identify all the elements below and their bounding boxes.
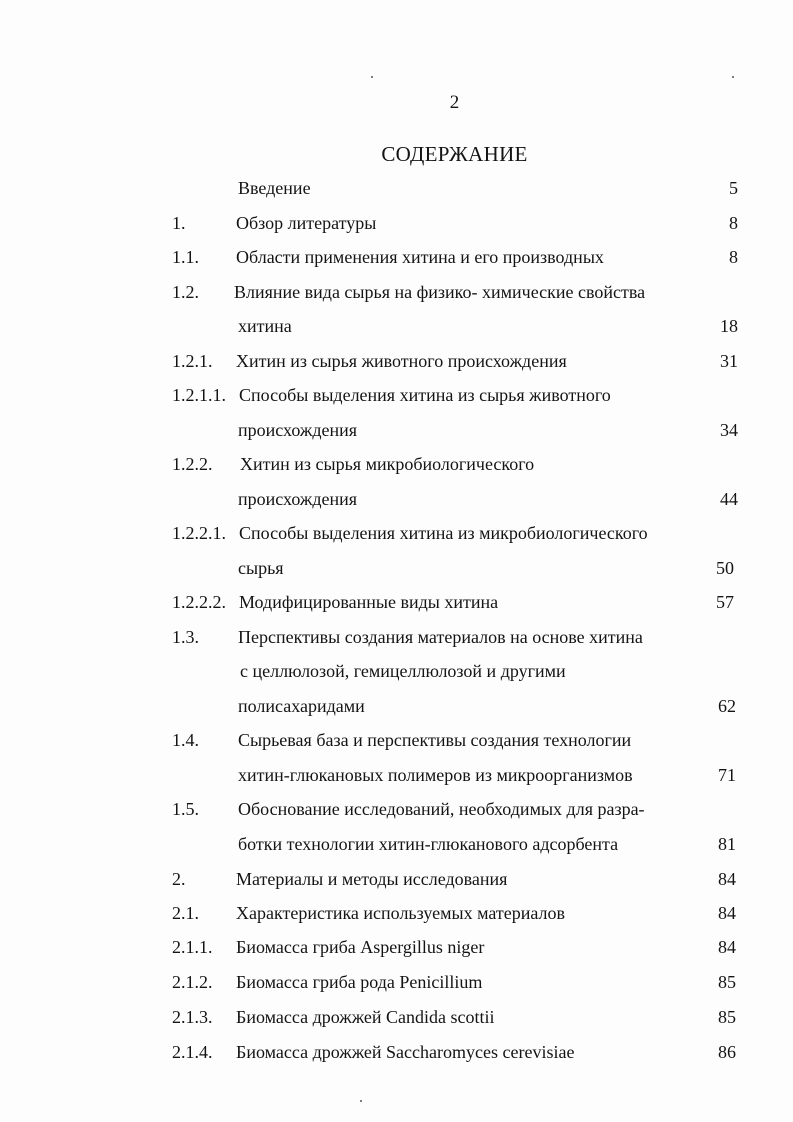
toc-entry-number: 2.1. [172, 903, 199, 923]
toc-entry-page: 81 [718, 834, 736, 854]
toc-entry-text: Способы выделения хитина из сырья животного [239, 385, 611, 405]
toc-entry-text: сырья [238, 558, 284, 578]
toc-entry-text: Хитин из сырья животного происхождения [236, 351, 567, 371]
toc-entry-page: 34 [720, 420, 738, 440]
toc-title: СОДЕРЖАНИЕ [381, 142, 528, 166]
toc-entry-number: 1. [172, 213, 186, 233]
toc-entry-number: 2.1.1. [172, 937, 213, 957]
toc-entry[interactable] [0, 209, 793, 237]
toc-entry[interactable] [0, 588, 793, 616]
toc-entry-continuation[interactable] [0, 692, 793, 720]
scan-speck [371, 76, 373, 78]
toc-entry-number: 1.2.2.1. [172, 523, 226, 543]
toc-entry-page: 85 [718, 972, 736, 992]
toc-entry-text: Модифицированные виды хитина [239, 592, 499, 612]
toc-entry-text: Биомасса дрожжей Saccharomyces cerevisiae [236, 1042, 575, 1062]
toc-entry-number: 2.1.2. [172, 972, 213, 992]
toc-entry-text: Характеристика используемых материалов [236, 903, 566, 923]
toc-entry-continuation[interactable] [0, 485, 793, 513]
toc-entry[interactable] [0, 381, 793, 409]
toc-entry-text: хитин-глюкановых полимеров из микроорганизмов [238, 765, 633, 785]
toc-entry-text: Обоснование исследований, необходимых для разра- [238, 799, 645, 819]
toc-entry-page: 18 [720, 316, 738, 336]
toc-entry[interactable] [0, 278, 793, 306]
toc-entry-continuation[interactable] [0, 761, 793, 789]
toc-entry-text: полисахаридами [238, 696, 365, 716]
toc-entry[interactable] [0, 795, 793, 823]
toc-entry-page: 5 [729, 178, 738, 198]
toc-entry-page: 86 [718, 1042, 736, 1062]
toc-entry-number: 1.2.2.2. [172, 592, 226, 612]
toc-entry-text: происхождения [238, 420, 358, 440]
toc-entry-text: Способы выделения хитина из микробиологического [239, 523, 648, 543]
toc-entry-page: 84 [718, 937, 736, 957]
toc-entry-page: 8 [729, 247, 738, 267]
toc-entry-continuation[interactable] [0, 554, 793, 582]
toc-entry-number: 1.2.1.1. [172, 385, 226, 405]
toc-entry-text: Перспективы создания материалов на основе хитина [238, 627, 643, 647]
toc-entry[interactable] [0, 968, 793, 996]
toc-entry-text: Области применения хитина и его производных [236, 247, 604, 267]
scan-speck [732, 76, 734, 78]
toc-entry[interactable] [0, 865, 793, 893]
toc-entry-text: Биомасса гриба Aspergillus niger [236, 937, 485, 957]
toc-entry-text: Сырьевая база и перспективы создания технологии [238, 730, 632, 750]
toc-entry-number: 1.3. [172, 627, 199, 647]
toc-entry[interactable] [0, 243, 793, 271]
toc-entry[interactable] [0, 1038, 793, 1066]
toc-entry[interactable] [0, 933, 793, 961]
toc-entry-text: Введение [238, 178, 311, 198]
toc-entry-page: 31 [720, 351, 738, 371]
toc-entry-page: 85 [718, 1007, 736, 1027]
page-number: 2 [449, 92, 460, 113]
toc-entry[interactable] [0, 1003, 793, 1031]
toc-entry-text: хитина [238, 316, 292, 336]
toc-entry-continuation[interactable] [0, 312, 793, 340]
toc-entry[interactable] [0, 899, 793, 927]
toc-entry[interactable] [0, 623, 793, 651]
toc-entry-page: 50 [716, 558, 734, 578]
toc-entry-number: 2.1.4. [172, 1042, 213, 1062]
toc-entry-continuation[interactable] [0, 416, 793, 444]
toc-entry-continuation[interactable] [0, 657, 793, 685]
toc-entry-page: 84 [718, 869, 736, 889]
toc-entry-number: 1.2. [172, 282, 199, 302]
toc-entry[interactable] [0, 450, 793, 478]
toc-entry-number: 1.2.2. [172, 454, 213, 474]
toc-entry-text: с целлюлозой, гемицеллюлозой и другими [240, 661, 566, 681]
toc-entry-text: Обзор литературы [236, 213, 377, 233]
toc-entry-page: 8 [729, 213, 738, 233]
toc-entry-number: 1.1. [172, 247, 199, 267]
toc-entry-number: 2.1.3. [172, 1007, 213, 1027]
toc-entry-number: 1.4. [172, 730, 199, 750]
scan-speck [360, 1100, 362, 1102]
toc-entry-page: 44 [720, 489, 738, 509]
toc-entry-number: 2. [172, 869, 186, 889]
toc-entry-text: Хитин из сырья микробиологического [240, 454, 535, 474]
toc-entry-number: 1.2.1. [172, 351, 213, 371]
toc-entry-continuation[interactable] [0, 830, 793, 858]
toc-entry-text: Биомасса гриба рода Penicillium [236, 972, 483, 992]
toc-entry[interactable] [0, 519, 793, 547]
toc-entry-page: 62 [718, 696, 736, 716]
toc-entry-text: ботки технологии хитин-глюканового адсорбента [238, 834, 619, 854]
toc-entry-text: Влияние вида сырья на физико- химические свойства [234, 282, 646, 302]
toc-entry-introduction[interactable] [0, 174, 793, 202]
toc-entry[interactable] [0, 347, 793, 375]
toc-entry-text: происхождения [238, 489, 358, 509]
toc-entry-page: 84 [718, 903, 736, 923]
toc-entry-page: 71 [718, 765, 736, 785]
toc-entry-text: Биомасса дрожжей Candida scottii [236, 1007, 495, 1027]
toc-entry[interactable] [0, 726, 793, 754]
toc-entry-text: Материалы и методы исследования [236, 869, 508, 889]
toc-entry-page: 57 [716, 592, 734, 612]
toc-entry-number: 1.5. [172, 799, 199, 819]
